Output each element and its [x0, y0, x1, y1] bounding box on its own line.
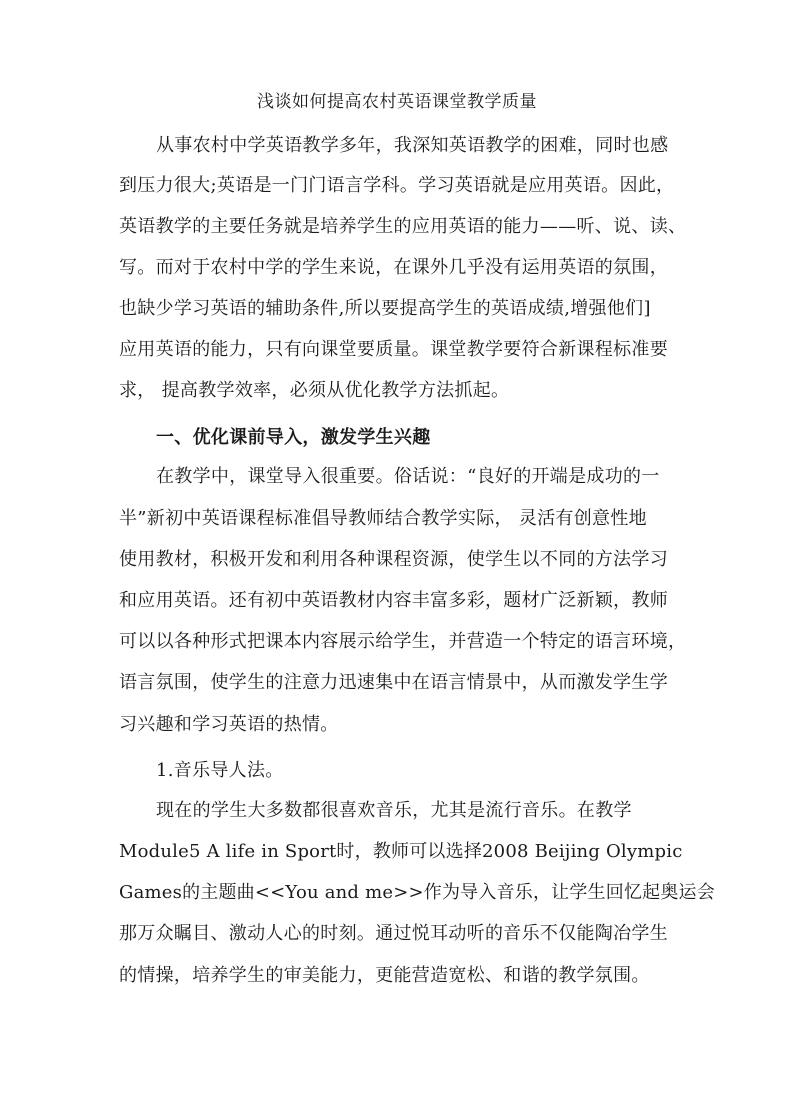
paragraph-3-line-5: 的情操，培养学生的审美能力，更能营造宽松、和谐的教学氛围。 — [119, 965, 650, 986]
paragraph-1-line-6: 应用英语的能力，只有向课堂要质量。课堂教学要符合新课程标准要 — [119, 339, 668, 360]
document-title: 浅谈如何提高农村英语课堂教学质量 — [257, 92, 537, 112]
paragraph-1-line-5: 也缺少学习英语的辅助条件,所以要提高学生的英语成绩,增强他们] — [119, 298, 651, 319]
paragraph-1-line-3: 英语教学的主要任务就是培养学生的应用英语的能力——听、说、读、 — [119, 216, 687, 237]
paragraph-2-line-3: 使用教材，积极开发和利用各种课程资源，使学生以不同的方法学习 — [119, 549, 668, 570]
paragraph-2-line-5: 可以以各种形式把课本内容展示给学生，并营造一个特定的语言环境， — [119, 631, 687, 652]
paragraph-2-line-7: 习兴趣和学习英语的热情。 — [119, 714, 339, 735]
paragraph-2-line-4: 和应用英语。还有初中英语教材内容丰富多彩，题材广泛新颖，教师 — [119, 590, 668, 611]
paragraph-2-line-2: 半”新初中英语课程标准倡导教师结合教学实际， 灵活有创意性地 — [119, 508, 647, 529]
paragraph-3-line-3: Games的主题曲<<You and me>>作为导入音乐，让学生回忆起奥运会 — [119, 882, 715, 903]
paragraph-2-line-6: 语言氛围，使学生的注意力迅速集中在语言情景中，从而激发学生学 — [119, 672, 668, 693]
paragraph-1-line-7: 求， 提高教学效率，必须从优化教学方法抓起。 — [119, 380, 510, 401]
paragraph-1-line-4: 写。而对于农村中学的学生来说，在课外几乎没有运用英语的氛围， — [119, 257, 668, 278]
paragraph-3-line-1: 现在的学生大多数都很喜欢音乐，尤其是流行音乐。在教学 — [156, 800, 632, 821]
paragraph-1-line-1: 从事农村中学英语教学多年，我深知英语教学的困难，同时也感 — [156, 135, 669, 156]
paragraph-1-line-2: 到压力很大;英语是一门门语言学科。学习英语就是应用英语。因此， — [119, 175, 675, 196]
paragraph-3-line-2: Module5 A life in Sport时，教师可以选择2008 Beijing Olympic — [119, 841, 683, 862]
paragraph-3-line-4: 那万众瞩目、激动人心的时刻。通过悦耳动听的音乐不仅能陶冶学生 — [119, 923, 668, 944]
paragraph-2-line-1: 在教学中，课堂导入很重要。俗话说：“良好的开端是成功的一 — [156, 466, 660, 487]
section-heading-1: 一、优化课前导入，激发学生兴趣 — [156, 427, 431, 448]
subsection-heading-1: 1.音乐导人法。 — [156, 760, 284, 781]
